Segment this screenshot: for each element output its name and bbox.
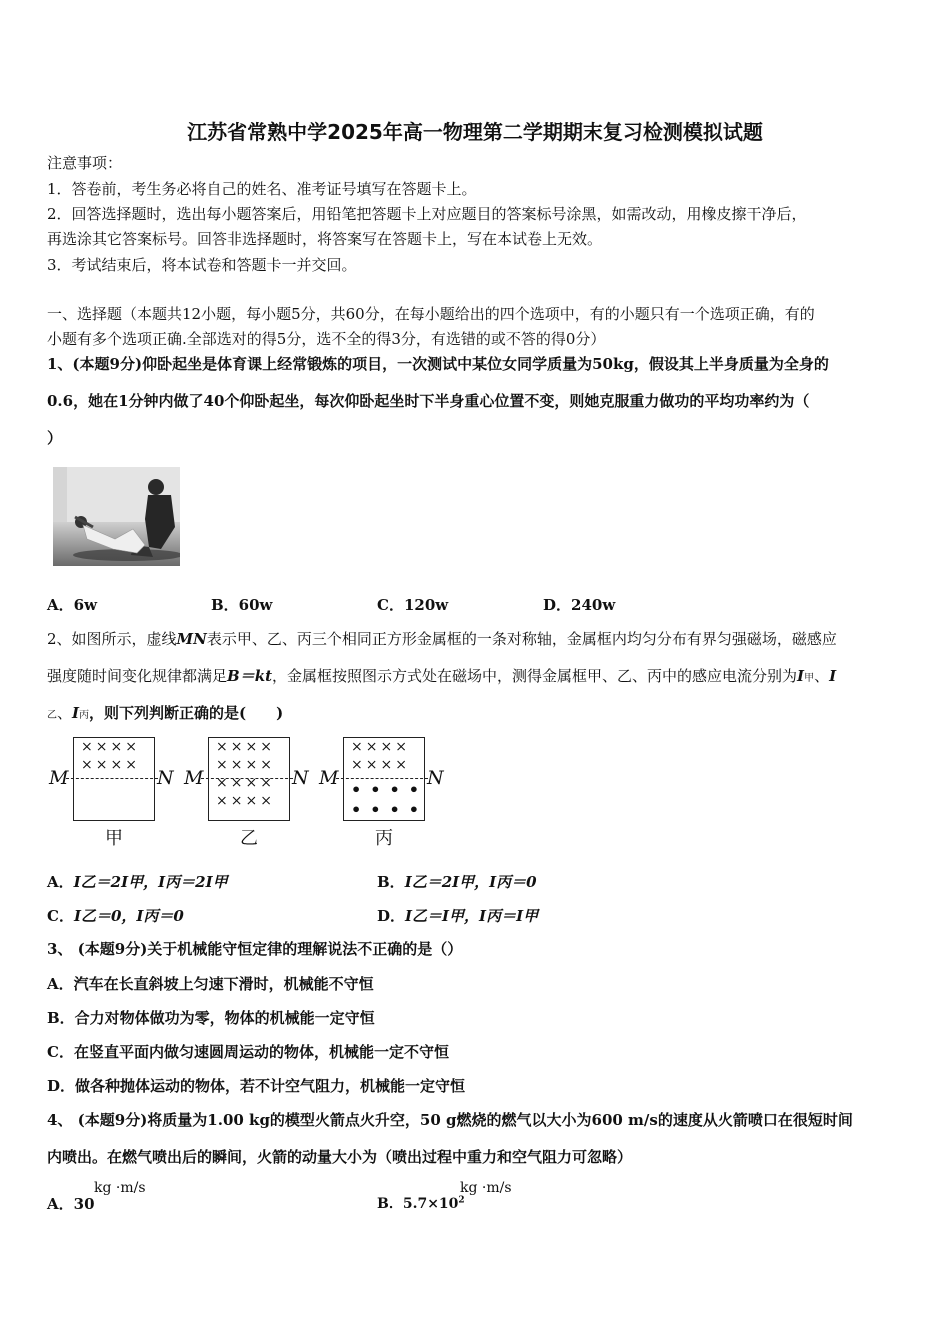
notice-heading: 注意事项： (47, 154, 123, 172)
q2-option-c: C．I乙＝0，I丙＝0 (47, 907, 184, 925)
q3-option-c: C．在竖直平面内做匀速圆周运动的物体，机械能一定不守恒 (47, 1043, 449, 1061)
label-bing: 丙 (375, 828, 393, 849)
q1-option-b: B．60w (211, 596, 273, 614)
frame-bing-field: ×××× ×××× (351, 739, 410, 773)
frame-bing-dots: •••• •••• (351, 780, 428, 819)
frame-jia-field: ×××× ×××× (81, 739, 140, 773)
label-n-jia: N (157, 767, 174, 789)
q1-option-c: C．120w (377, 596, 449, 614)
notice-item-2a: 2．回答选择题时，选出每小题答案后，用铅笔把答题卡上对应题目的答案标号涂黑，如需改动，用橡皮擦干净后， (47, 205, 807, 223)
q3-option-d: D．做各种抛体运动的物体，若不计空气阻力，机械能一定守恒 (47, 1077, 466, 1095)
q1-option-a: A．6w (47, 596, 97, 614)
label-m-bing: M (319, 767, 339, 789)
label-jia: 甲 (105, 828, 123, 849)
q1-option-d: D．240w (543, 596, 616, 614)
frame-yi-field: ×××× ×××× ×××× ×××× (216, 739, 275, 809)
mn-line-jia (66, 778, 158, 779)
q2-line2: 强度随时间变化规律都满足B＝kt，金属框按照图示方式处在磁场中，测得金属框甲、乙、丙中的感应电流分别为I甲、I (47, 667, 837, 685)
q2-line1: 2、如图所示，虚线MN表示甲、乙、丙三个相同正方形金属框的一条对称轴，金属框内均匀分布有界匀强磁场，磁感应 (47, 630, 837, 648)
label-n-yi: N (292, 767, 309, 789)
q3-option-b: B．合力对物体做功为零，物体的机械能一定守恒 (47, 1009, 375, 1027)
notice-item-2b: 再选涂其它答案标号。回答非选择题时，将答案写在答题卡上，写在本试卷上无效。 (47, 230, 603, 248)
q2-option-a: A．I乙＝2I甲，I丙＝2I甲 (47, 873, 228, 891)
q4-line1: 4、 (本题9分)将质量为1.00 kg的模型火箭点火升空，50 g燃烧的燃气以大小为600 m/s的速度从火箭喷口在很短时间 (47, 1111, 853, 1129)
label-yi: 乙 (240, 828, 258, 849)
section-header-line2: 小题有多个选项正确.全部选对的得5分，选不全的得3分，有选错的或不答的得0分） (47, 330, 606, 348)
page-title: 江苏省常熟中学2025年高一物理第二学期期末复习检测模拟试题 (187, 120, 763, 144)
q4-line2: 内喷出。在燃气喷出后的瞬间，火箭的动量大小为（喷出过程中重力和空气阻力可忽略） (47, 1148, 633, 1166)
label-m-jia: M (49, 767, 69, 789)
label-m-yi: M (184, 767, 204, 789)
q4-option-b: B．$5.7\times 10^2$ (377, 1195, 465, 1212)
notice-item-3: 3．考试结束后，将本试卷和答题卡一并交回。 (47, 256, 357, 274)
q3-stem: 3、 (本题9分)关于机械能守恒定律的理解说法不正确的是（） (47, 940, 463, 958)
q1-line1: 1、(本题9分)仰卧起坐是体育课上经常锻炼的项目，一次测试中某位女同学质量为50kg，假设其上半身质量为全身的 (47, 355, 829, 373)
q3-option-a: A．汽车在长直斜坡上匀速下滑时，机械能不守恒 (47, 975, 374, 993)
mn-line-bing (336, 778, 428, 779)
section-header-line1: 一、选择题（本题共12小题，每小题5分，共60分，在每小题给出的四个选项中，有的小题只有一个选项正确，有的 (47, 305, 815, 323)
q4-option-b-unit: kg ·m/s (460, 1180, 512, 1196)
q2-option-d: D．I乙＝I甲，I丙＝I甲 (377, 907, 539, 925)
q2-line3: 乙、I丙，则下列判断正确的是( ) (47, 704, 284, 722)
q2-figure (45, 732, 455, 850)
mn-line-yi (201, 778, 293, 779)
q1-line2: 0.6，她在1分钟内做了40个仰卧起坐，每次仰卧起坐时下半身重心位置不变，则她克服重力做功的平均功率约为（ (47, 392, 810, 410)
q1-line3: ） (47, 429, 63, 447)
q2-option-b: B．I乙＝2I甲，I丙＝0 (377, 873, 537, 891)
q4-option-a: A．30 (47, 1195, 95, 1213)
q4-option-a-unit: kg ·m/s (94, 1180, 146, 1196)
notice-item-1: 1．答卷前，考生务必将自己的姓名、准考证号填写在答题卡上。 (47, 180, 477, 198)
label-n-bing: N (427, 767, 444, 789)
situp-photo (53, 467, 180, 566)
